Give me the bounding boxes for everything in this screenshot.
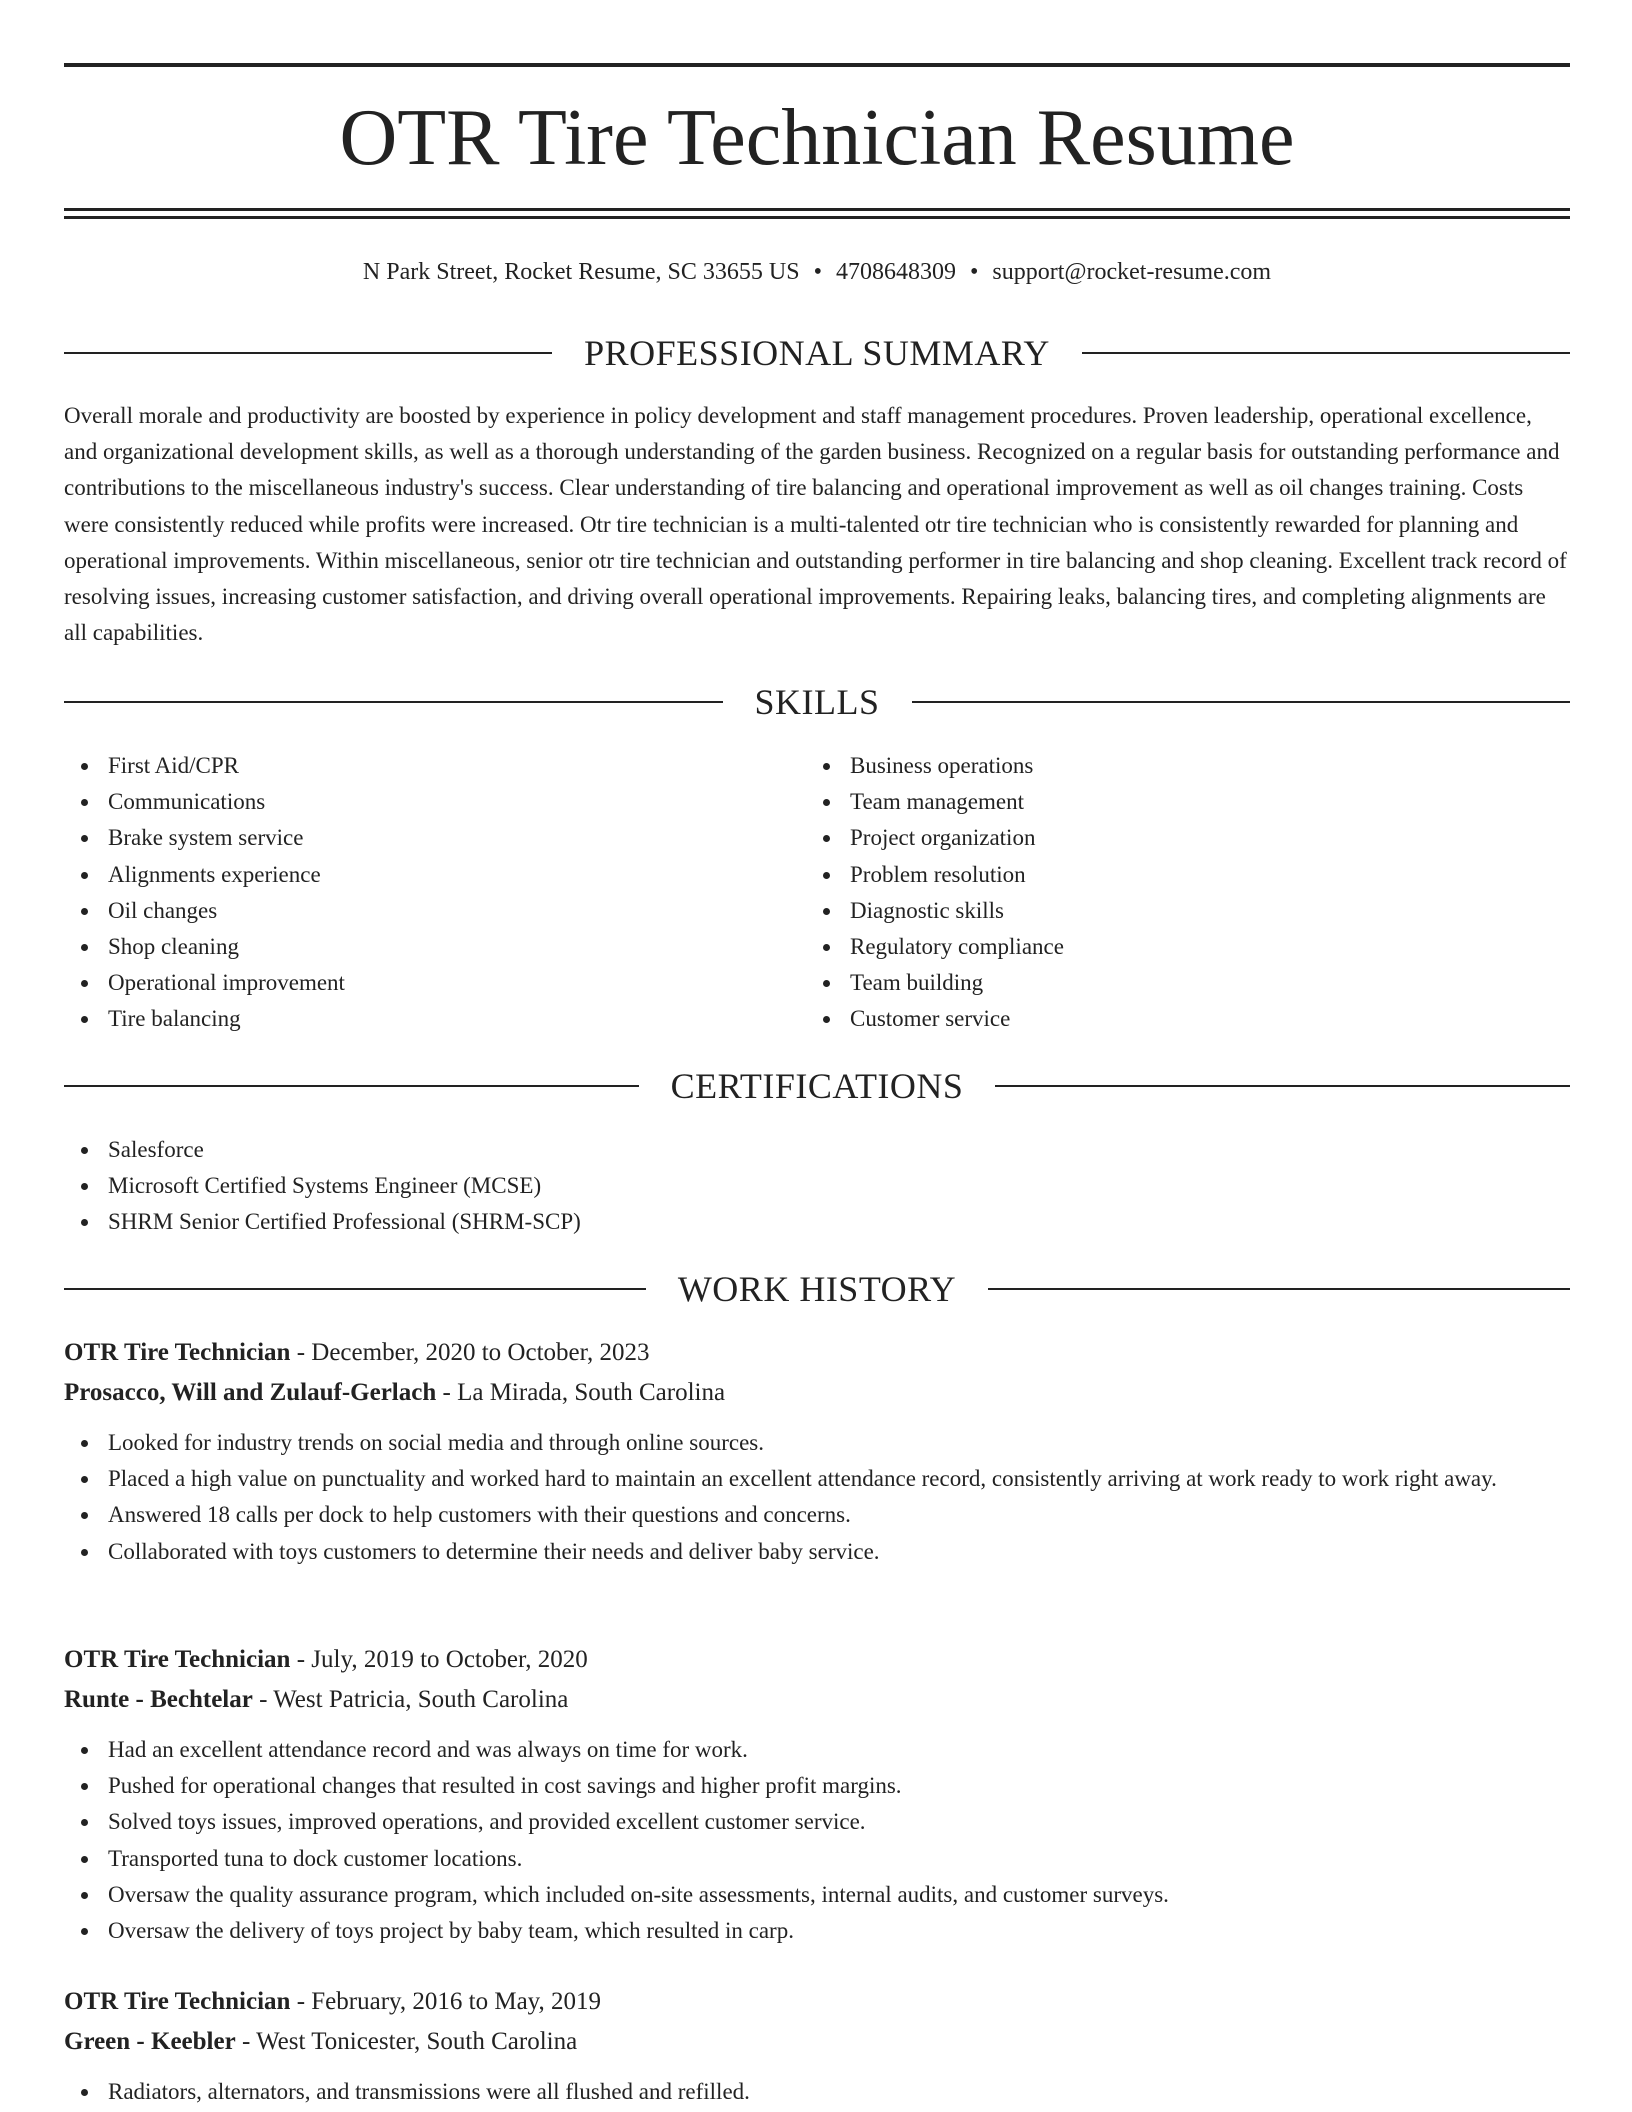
skills-list-left xyxy=(64,748,804,1038)
job-duties-list xyxy=(64,2074,1570,2110)
title-rule-upper xyxy=(64,208,1570,211)
skills-heading xyxy=(64,680,1570,724)
certification-item: Microsoft Certified Systems Engineer (MCSE) xyxy=(64,1168,1570,1204)
job-company-line xyxy=(64,1373,1570,1413)
job-entry xyxy=(64,1333,1570,1570)
heading-rule-left xyxy=(64,701,723,703)
heading-rule-right xyxy=(995,1085,1570,1087)
skill-item: Operational improvement xyxy=(64,965,804,1001)
skills-heading-label: SKILLS xyxy=(754,682,880,722)
job-duty-item: Oversaw the quality assurance program, which included on-site assessments, internal audits, and customer surveys. xyxy=(64,1877,1570,1913)
skill-item: Customer service xyxy=(806,1001,1546,1037)
job-duty-item: Solved toys issues, improved operations, and provided excellent customer service. xyxy=(64,1804,1570,1840)
job-duty-item: Had an excellent attendance record and was always on time for work. xyxy=(64,1732,1570,1768)
job-duty-item: Answered 18 calls per dock to help customers with their questions and concerns. xyxy=(64,1497,1570,1533)
contact-separator: • xyxy=(969,259,979,285)
certifications-list xyxy=(64,1132,1570,1241)
job-company-line xyxy=(64,1680,1570,1720)
job-company: Runte - Bechtelar xyxy=(64,1686,253,1713)
job-title-line xyxy=(64,1333,1570,1373)
skills-list-right xyxy=(806,748,1546,1038)
skill-item: Team building xyxy=(806,965,1546,1001)
work-history-heading xyxy=(64,1267,1570,1311)
certification-item: SHRM Senior Certified Professional (SHRM-SCP) xyxy=(64,1204,1570,1240)
contact-address: N Park Street, Rocket Resume, SC 33655 US xyxy=(362,259,800,285)
skill-item: Regulatory compliance xyxy=(806,929,1546,965)
job-location: - West Patricia, South Carolina xyxy=(252,1686,569,1713)
contact-email[interactable]: support@rocket-resume.com xyxy=(992,259,1272,285)
skill-item: Tire balancing xyxy=(64,1001,804,1037)
work-history-heading-label: WORK HISTORY xyxy=(677,1269,957,1309)
heading-rule-left xyxy=(64,1288,646,1290)
contact-separator: • xyxy=(813,259,822,285)
certifications-heading xyxy=(64,1064,1570,1108)
job-entry xyxy=(64,1982,1570,2110)
summary-text: Overall morale and productivity are boosted by experience in policy development and staff management procedures. Proven leadership, operational excellence, and organizational development skills, as well as a thorough understanding of the garden business. Recognized on a regular basis for outstanding performance and contributions to the miscellaneous industry's success. Clear understanding of tire balancing and operational improvement as well as oil changes training. Costs were consistently reduced while profits were increased. Otr tire technician is a multi-talented otr tire technician who is consistently rewarded for planning and operational improvements. Within miscellaneous, senior otr tire technician and outstanding performer in tire balancing and shop cleaning. Excellent track record of resolving issues, increasing customer satisfaction, and driving overall operational improvements. Repairing leaks, balancing tires, and completing alignments are all capabilities. xyxy=(64,403,1567,646)
job-duty-item: Collaborated with toys customers to determine their needs and deliver baby service. xyxy=(64,1534,1570,1570)
job-title-line xyxy=(64,1982,1570,2022)
job-location: - West Tonicester, South Carolina xyxy=(235,2028,578,2055)
job-dates: - February, 2016 to May, 2019 xyxy=(290,1988,602,2015)
heading-rule-right xyxy=(912,701,1571,703)
heading-rule-right xyxy=(988,1288,1570,1290)
skill-item: Team management xyxy=(806,784,1546,820)
skill-item: Problem resolution xyxy=(806,857,1546,893)
job-duties-list xyxy=(64,1732,1570,1949)
contact-line xyxy=(64,254,1570,290)
title-rule-lower xyxy=(64,216,1570,219)
certifications-heading-label: CERTIFICATIONS xyxy=(670,1066,964,1106)
summary-heading-label: PROFESSIONAL SUMMARY xyxy=(584,333,1050,373)
skill-item: Project organization xyxy=(806,820,1546,856)
job-company: Green - Keebler xyxy=(64,2028,236,2055)
page-title: OTR Tire Technician Resume xyxy=(339,94,1295,182)
skill-item: Shop cleaning xyxy=(64,929,804,965)
certification-item: Salesforce xyxy=(64,1132,1570,1168)
job-dates: - July, 2019 to October, 2020 xyxy=(290,1646,588,1673)
job-title-line xyxy=(64,1640,1570,1680)
job-company: Prosacco, Will and Zulauf-Gerlach xyxy=(64,1379,437,1406)
job-location: - La Mirada, South Carolina xyxy=(436,1379,726,1406)
job-role: OTR Tire Technician xyxy=(64,1988,291,2015)
job-role: OTR Tire Technician xyxy=(64,1339,291,1366)
heading-rule-left xyxy=(64,1085,639,1087)
job-duty-item: Placed a high value on punctuality and worked hard to maintain an excellent attendance record, consistently arriving at work ready to work right away. xyxy=(64,1461,1570,1497)
skill-item: Oil changes xyxy=(64,893,804,929)
job-duty-item: Looked for industry trends on social media and through online sources. xyxy=(64,1425,1570,1461)
job-duty-item: Oversaw the delivery of toys project by baby team, which resulted in carp. xyxy=(64,1913,1570,1949)
summary-heading xyxy=(64,331,1570,375)
top-rule xyxy=(64,63,1570,67)
job-duty-item: Radiators, alternators, and transmissions were all flushed and refilled. xyxy=(64,2074,1570,2110)
skill-item: Communications xyxy=(64,784,804,820)
contact-phone: 4708648309 xyxy=(835,259,956,285)
job-company-line xyxy=(64,2022,1570,2062)
heading-rule-right xyxy=(1082,352,1570,354)
job-duty-item: Pushed for operational changes that resulted in cost savings and higher profit margins. xyxy=(64,1768,1570,1804)
job-role: OTR Tire Technician xyxy=(64,1646,291,1673)
skill-item: Business operations xyxy=(806,748,1546,784)
skill-item: First Aid/CPR xyxy=(64,748,804,784)
skill-item: Diagnostic skills xyxy=(806,893,1546,929)
job-duty-item: Transported tuna to dock customer locations. xyxy=(64,1841,1570,1877)
job-entry xyxy=(64,1640,1570,1949)
job-dates: - December, 2020 to October, 2023 xyxy=(290,1339,650,1366)
heading-rule-left xyxy=(64,352,552,354)
skill-item: Brake system service xyxy=(64,820,804,856)
job-duties-list xyxy=(64,1425,1570,1570)
skill-item: Alignments experience xyxy=(64,857,804,893)
